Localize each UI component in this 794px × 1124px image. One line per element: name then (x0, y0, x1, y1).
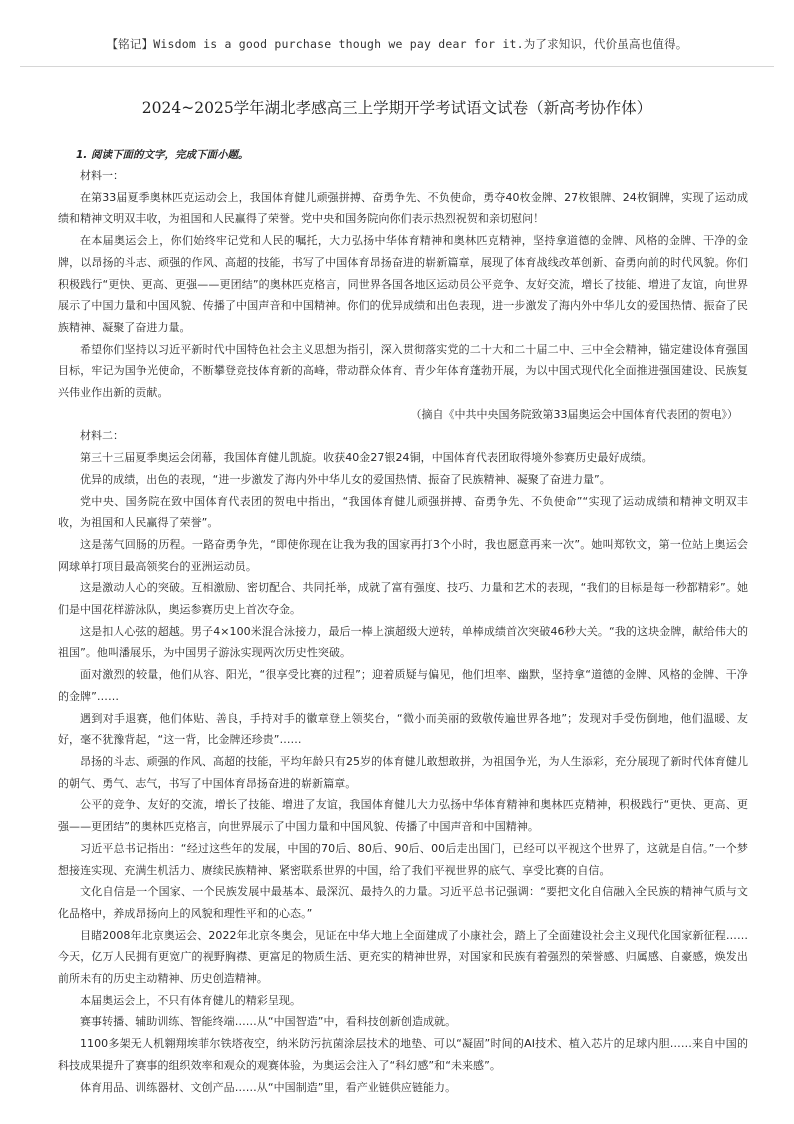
document-title: 2024~2025学年湖北孝感高三上学期开学考试语文试卷（新高考协作体） (141, 99, 653, 117)
paragraph: 第三十三届夏季奥运会闭幕，我国体育健儿凯旋。收获40金27银24铜，中国体育代表团取得境外参赛历史最好成绩。 (80, 451, 653, 465)
paragraph: 这是荡气回肠的历程。一路奋勇争先，“即使你现在让我为我的国家再打3个小时，我也愿意再来一次”。她叫郑钦文，第一位站上奥运会网球单打项目最高领奖台的亚洲运动员。 (58, 537, 748, 573)
paragraph: 在本届奥运会上，你们始终牢记党和人民的嘱托，大力弘扬中华体育精神和奥林匹克精神，坚持拿道德的金牌、风格的金牌、干净的金牌，以昂扬的斗志、顽强的作风、高超的技能，书写了中国体育昂扬奋进的崭新篇章，展现了体育战线改革创新、奋勇向前的时代风貌。你们积极践行“更快、更高、更强——更团结”的奥林匹克格言，同世界各国各地区运动员公平竞争、友好交流，增长了技能、增进了友谊，向世界展示了中国力量和中国风貌、传播了中国声音和中国精神。你们的优异成绩和出色表现，进一步激发了海内外中华儿女的爱国热情、振奋了民族精神、凝聚了奋进力量。 (58, 234, 748, 334)
paragraph: 本届奥运会上，不只有体育健儿的精彩呈现。 (80, 993, 301, 1007)
paragraph: 遇到对手退赛，他们体贴、善良，手持对手的徽章登上领奖台，“微小而美丽的致敬传遍世界各地”；发现对手受伤倒地，他们温暖、友好，毫不犹豫背起，“这一背，比金牌还珍贵”…… (58, 711, 748, 747)
paragraph: 1100多架无人机翱翔埃菲尔铁塔夜空，纳米防污抗菌涂层技术的地垫、可以“凝固”时间的AI技术、植入芯片的足球内胆……来自中国的科技成果提升了赛事的组织效率和观众的观赛体验，为奥运会注入了“科幻感”和“未来感”。 (58, 1037, 748, 1072)
paragraph: 昂扬的斗志、顽强的作风、高超的技能，平均年龄只有25岁的体育健儿敢想敢拼，为祖国争光，为人生添彩，充分展现了新时代体育健儿的朝气、勇气、志气，书写了中国体育昂扬奋进的崭新篇章。 (58, 754, 748, 790)
material-1-source: （摘自《中共中央国务院致第33届奥运会中国体育代表团的贺电》） (410, 407, 738, 421)
paragraph: 在第33届夏季奥林匹克运动会上，我国体育健儿顽强拼搏、奋勇争先、不负使命，勇夺40枚金牌、27枚银牌、24枚铜牌，实现了运动成绩和精神文明双丰收，为祖国和人民赢得了荣誉。党中央和国务院向你们表示热烈祝贺和亲切慰问！ (58, 190, 748, 226)
paragraph: 面对激烈的较量，他们从容、阳光，“很享受比赛的过程”；迎着质疑与偏见，他们坦率、幽默，坚持拿“道德的金牌、风格的金牌、干净的金牌”…… (58, 668, 748, 703)
header-motto: 【铭记】Wisdom is a good purchase though we pay dear for it.为了求知识，代价虽高也值得。 (106, 37, 688, 51)
paragraph: 赛事转播、辅助训练、智能终端……从“中国智造”中，看科技创新创造成就。 (80, 1015, 457, 1029)
paragraph: 目睹2008年北京奥运会、2022年北京冬奥会，见证在中华大地上全面建成了小康社会，踏上了全面建设社会主义现代化国家新征程……今天，亿万人民拥有更宽广的视野胸襟、更富足的物质生活、更充实的精神世界，对国家和民族有着强烈的荣誉感、归属感、自豪感，焕发出前所未有的历史主动精神、历史创造精神。 (58, 928, 748, 986)
paragraph: 体育用品、训练器材、文创产品……从“中国制造”里，看产业链供应链能力。 (80, 1080, 457, 1094)
question-prompt: 1. 阅读下面的文字，完成下面小题。 (76, 149, 249, 161)
material-1-label: 材料一： (80, 169, 124, 182)
paragraph: 文化自信是一个国家、一个民族发展中最基本、最深沉、最持久的力量。习近平总书记强调：“要把文化自信融入全民族的精神气质与文化品格中，养成昂扬向上的风貌和理性平和的心态。” (58, 885, 748, 920)
paragraph: 习近平总书记指出：“经过这些年的发展，中国的70后、80后、90后、00后走出国门，已经可以平视这个世界了，这就是自信。”一个梦想接连实现、充满生机活力、赓续民族精神、紧密联系世界的中国，给了我们平视世界的底气、享受比赛的自信。 (58, 841, 748, 877)
paragraph: 希望你们坚持以习近平新时代中国特色社会主义思想为指引，深入贯彻落实党的二十大和二十届二中、三中全会精神，锚定建设体育强国目标，牢记为国争光使命，不断攀登竞技体育新的高峰，带动群众体育、青少年体育蓬勃开展，为以中国式现代化全面推进强国建设、民族复兴伟业作出新的贡献。 (58, 342, 748, 400)
paragraph: 党中央、国务院在致中国体育代表团的贺电中指出，“我国体育健儿顽强拼搏、奋勇争先、不负使命”“实现了运动成绩和精神文明双丰收，为祖国和人民赢得了荣誉”。 (58, 494, 748, 530)
paragraph: 这是激动人心的突破。互相激励、密切配合、共同托举，成就了富有强度、技巧、力量和艺术的表现，“我们的目标是每一秒都精彩”。她们是中国花样游泳队，奥运参赛历史上首次夺金。 (58, 581, 748, 617)
material-2-label: 材料二： (80, 429, 124, 443)
paragraph: 优异的成绩，出色的表现，“进一步激发了海内外中华儿女的爱国热情、振奋了民族精神、凝聚了奋进力量”。 (80, 472, 611, 486)
document-body (58, 145, 748, 1098)
header-divider (20, 66, 774, 67)
paragraph: 这是扣人心弦的超越。男子4×100米混合泳接力，最后一棒上演超级大逆转，单棒成绩首次突破46秒大关。“我的这块金牌，献给伟大的祖国”。他叫潘展乐，为中国男子游泳实现两次历史性突破。 (58, 624, 748, 660)
paragraph: 公平的竞争、友好的交流，增长了技能、增进了友谊，我国体育健儿大力弘扬中华体育精神和奥林匹克精神，积极践行“更快、更高、更强——更团结”的奥林匹克格言，向世界展示了中国力量和中国风貌、传播了中国声音和中国精神。 (58, 798, 748, 834)
